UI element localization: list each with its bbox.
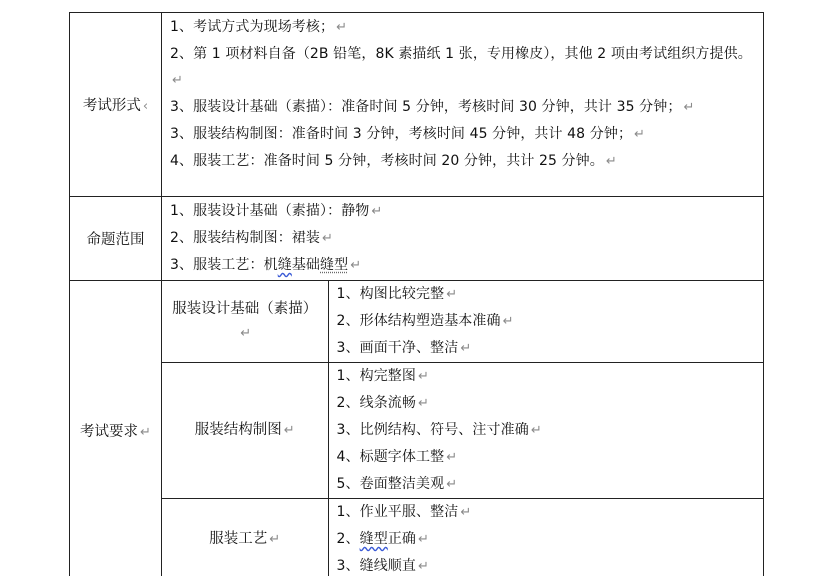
- row-exam-requirements: [70, 281, 764, 576]
- list-item: 1、服装设计基础（素描）：静物 ↵: [170, 203, 383, 219]
- label-text: 命题范围: [86, 232, 145, 248]
- list-item: 4、服装工艺：准备时间 5 分钟，考核时间 20 分钟，共计 25 分钟。 ↵: [170, 153, 617, 169]
- content-exam-requirements: [162, 281, 764, 576]
- requirement-group: [162, 363, 763, 499]
- label-text: 考试形式: [82, 98, 141, 114]
- list-item: 3、服装结构制图：准备时间 3 分钟，考核时间 45 分钟，共计 48 分钟； ↵: [170, 126, 646, 142]
- group-content-pattern: [328, 363, 763, 499]
- content-exam-format: [162, 13, 764, 197]
- list-item: 1、构完整图 ↵: [336, 368, 430, 384]
- label-text: 考试要求: [80, 424, 139, 440]
- list-item: 2、服装结构制图：裙装 ↵: [170, 230, 334, 246]
- list-item: 3、比例结构、符号、注寸准确 ↵: [336, 422, 542, 438]
- list-item: 4、标题字体工整 ↵: [336, 449, 458, 465]
- paragraph-mark-icon: ↵: [283, 423, 295, 438]
- paragraph-mark-icon: ↵: [322, 231, 334, 246]
- spellcheck-underline: 缝: [277, 257, 292, 273]
- list-item: 3、服装设计基础（素描）：准备时间 5 分钟，考核时间 30 分钟，共计 35 分钟； ↵: [170, 99, 695, 115]
- list-item: 1、作业平服、整洁 ↵: [336, 504, 472, 520]
- paragraph-mark-icon: ↵: [371, 204, 383, 219]
- exam-table-sheet: [69, 12, 763, 574]
- paragraph-mark-icon: ↵: [172, 73, 183, 88]
- group-content-design: [328, 281, 763, 363]
- row-label-exam-requirements: [70, 281, 162, 576]
- spellcheck-underline: 缝型: [359, 531, 388, 547]
- list-item: 1、考试方式为现场考核； ↵: [170, 19, 348, 35]
- paragraph-mark-icon: ↵: [530, 423, 542, 438]
- paragraph-mark-icon: ↵: [418, 559, 430, 574]
- paragraph-mark-icon: ↵: [460, 341, 472, 356]
- paragraph-mark-icon: ↵: [446, 287, 458, 302]
- list-item: 2、线条流畅 ↵: [336, 395, 430, 411]
- paragraph-mark-icon: ↵: [634, 127, 646, 142]
- paragraph-mark-icon: ↵: [140, 425, 151, 440]
- list-item: 3、缝线顺直 ↵: [336, 558, 430, 574]
- paragraph-mark-icon: ↵: [502, 314, 514, 329]
- paragraph-mark-icon: ↵: [683, 100, 695, 115]
- list-item: 2、缝型正确 ↵: [336, 531, 430, 547]
- paragraph-mark-icon: ↵: [418, 396, 430, 411]
- paragraph-mark-icon: ↵: [446, 450, 458, 465]
- row-exam-format: [70, 13, 764, 197]
- list-item: 3、服装工艺：机缝基础缝型 ↵: [170, 257, 362, 273]
- row-label-topic-scope: [70, 197, 162, 281]
- list-item: 3、画面干净、整洁 ↵: [336, 340, 472, 356]
- requirement-group: [162, 281, 763, 363]
- exam-table: [69, 12, 764, 576]
- paragraph-mark-icon: ↵: [460, 505, 472, 520]
- group-label-pattern: 服装结构制图 ↵: [162, 363, 328, 499]
- grammar-underline: 缝型: [320, 257, 349, 273]
- group-content-craft: [328, 499, 763, 576]
- content-topic-scope: [162, 197, 764, 281]
- paragraph-mark-icon: ↵: [269, 532, 281, 547]
- row-topic-scope: [70, 197, 764, 281]
- paragraph-mark-icon: ↵: [336, 20, 348, 35]
- paragraph-mark-icon: ↵: [446, 477, 458, 492]
- row-label-exam-format: [70, 13, 162, 197]
- list-item: 5、卷面整洁美观 ↵: [336, 476, 458, 492]
- paragraph-mark-icon: ↵: [240, 326, 252, 341]
- group-label-craft: 服装工艺 ↵: [162, 499, 328, 576]
- paragraph-mark-icon: ↵: [350, 258, 362, 273]
- paragraph-mark-icon: ‹: [142, 99, 149, 114]
- list-item: 2、第 1 项材料自备（2B 铅笔，8K 素描纸 1 张，专用橡皮），其他 2 项由考试组织方提供。↵: [170, 46, 752, 88]
- paragraph-mark-icon: ↵: [418, 532, 430, 547]
- requirements-subtable: [162, 281, 763, 576]
- list-item: 2、形体结构塑造基本准确 ↵: [336, 313, 514, 329]
- paragraph-mark-icon: ↵: [418, 369, 430, 384]
- requirement-group: [162, 499, 763, 576]
- paragraph-mark-icon: ↵: [605, 154, 617, 169]
- group-label-design: 服装设计基础（素描）↵: [162, 281, 328, 363]
- list-item: 1、构图比较完整 ↵: [336, 286, 458, 302]
